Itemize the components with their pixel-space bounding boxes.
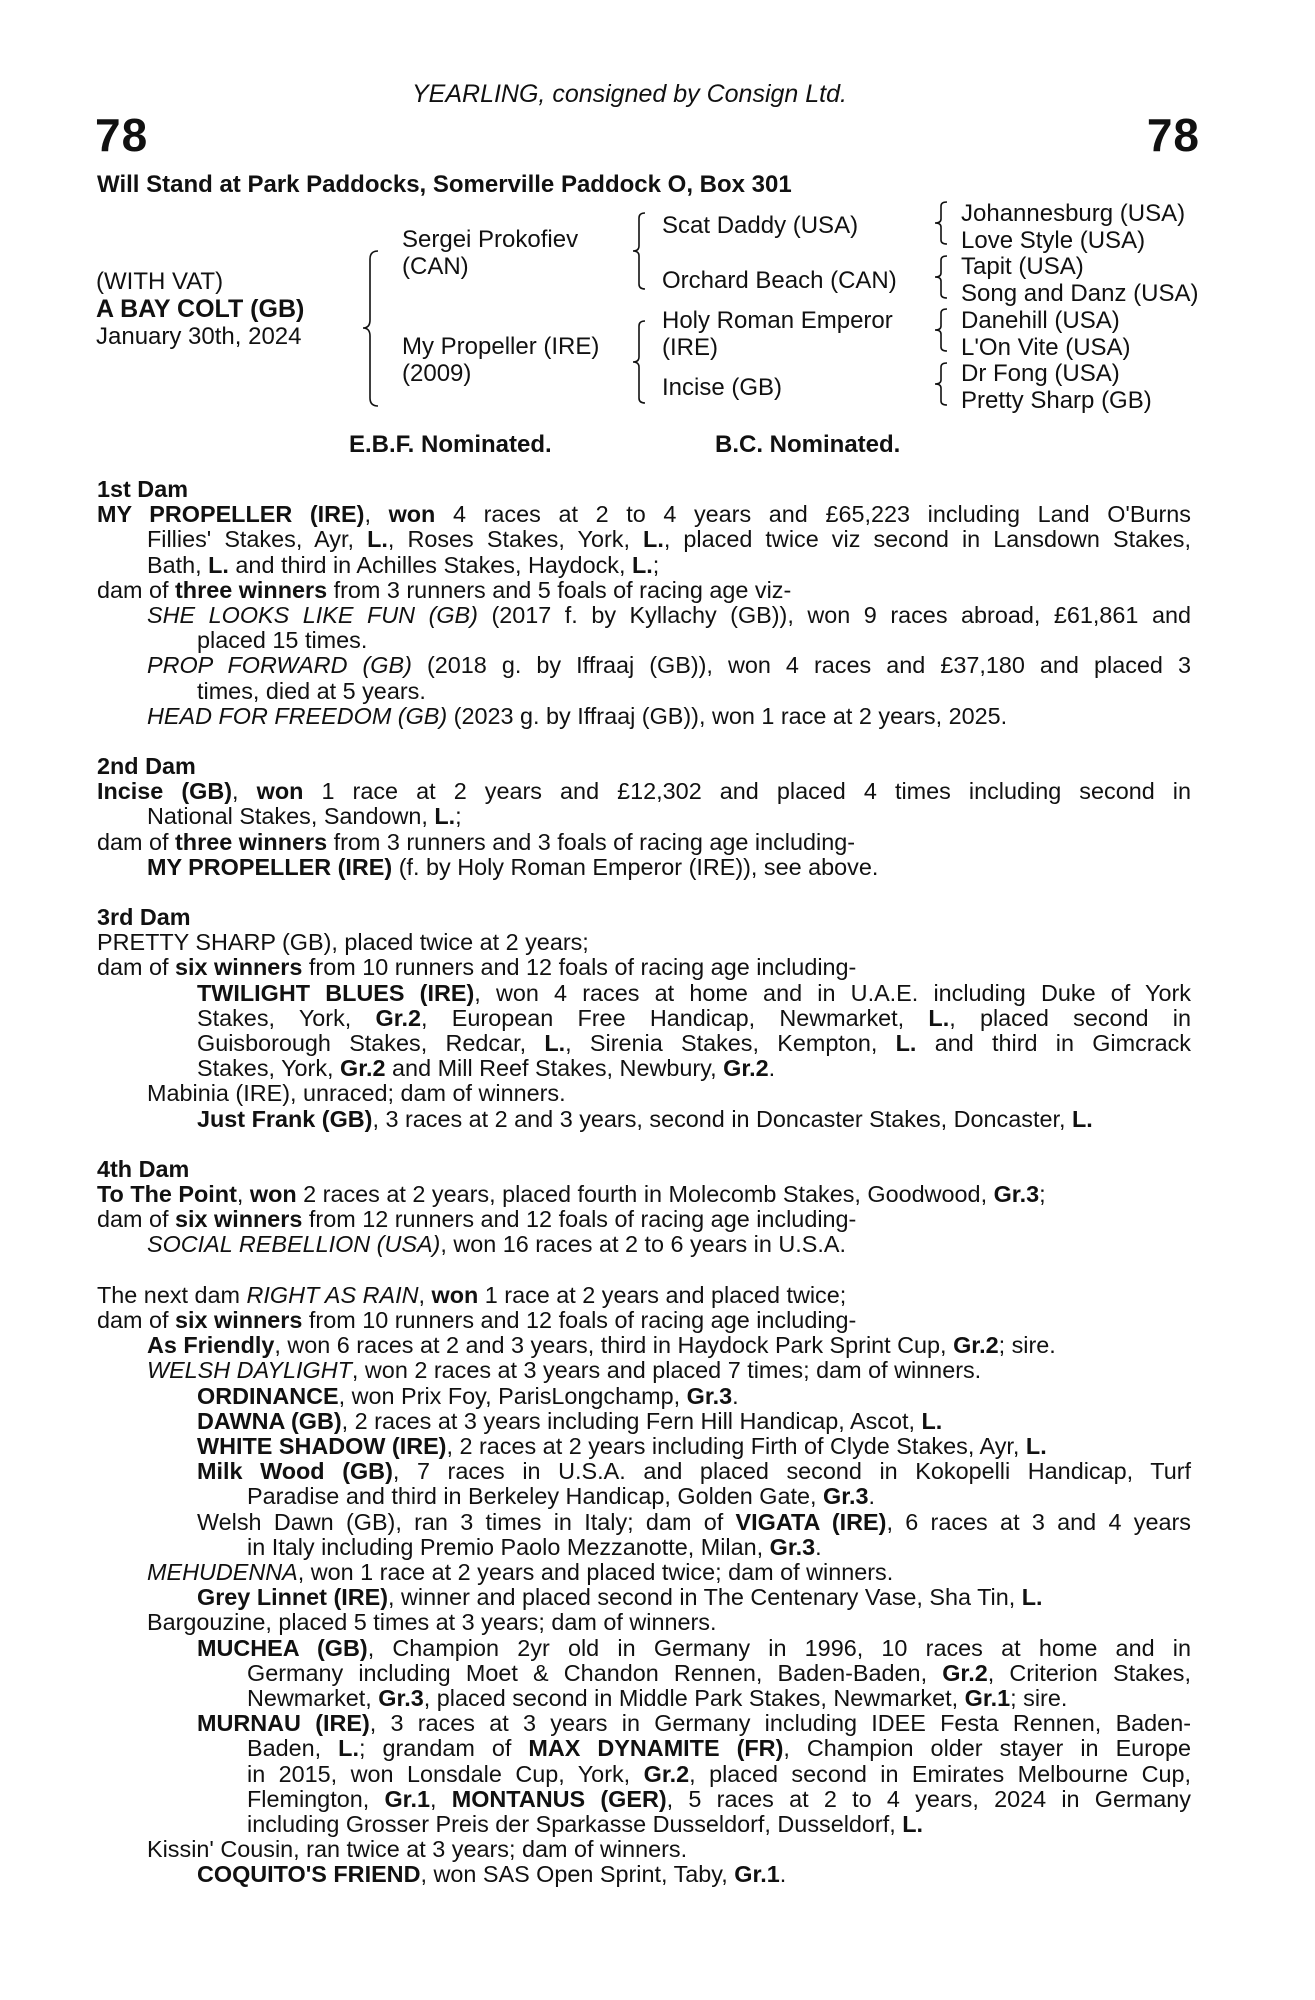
text-run: National Stakes, Sandown, xyxy=(147,803,435,830)
text-run: Bargouzine, placed 5 times at 3 years; dam of winners. xyxy=(147,1609,717,1636)
lot-number-left: 78 xyxy=(95,109,149,161)
text-run: , Roses Stakes, York, xyxy=(387,526,644,553)
text-run: and Mill Reef Stakes, Newbury, xyxy=(385,1055,724,1082)
pedigree-section xyxy=(97,905,1191,1132)
bc-nomination: B.C. Nominated. xyxy=(715,431,901,458)
text-run: Bath, xyxy=(147,551,209,578)
text-run: , xyxy=(232,778,257,805)
text-run: , won 16 races at 2 to 6 years in U.S.A. xyxy=(440,1231,846,1258)
text-run: and third in Achilles Stakes, Haydock, xyxy=(228,551,632,578)
text-run: 1 race at 2 years and placed twice; xyxy=(478,1281,847,1308)
catalogue-line xyxy=(97,1107,1191,1132)
bold-text: COQUITO'S FRIEND xyxy=(197,1861,421,1888)
text-run: Germany including Moet & Chandon Rennen, Baden-Baden, xyxy=(247,1659,943,1686)
catalogue-line xyxy=(97,553,1191,578)
catalogue-line xyxy=(97,1434,1191,1459)
catalogue-line xyxy=(97,1636,1191,1661)
pedigree-sire-sire: Scat Daddy (USA) xyxy=(662,212,859,239)
text-run: Kissin' Cousin, ran twice at 3 years; dam of winners. xyxy=(147,1836,688,1863)
text-run: Flemington, xyxy=(247,1785,385,1812)
pedigree-dam-dam: Incise (GB) xyxy=(662,374,783,401)
bold-text: L. xyxy=(434,803,456,830)
catalogue-body xyxy=(97,477,1191,1888)
bold-text: L. xyxy=(338,1735,359,1762)
text-run: , European Free Handicap, Newmarket, xyxy=(421,1004,929,1031)
pedigree-gen3-5: Danehill (USA) xyxy=(961,307,1120,334)
bold-text: To The Point xyxy=(97,1181,237,1208)
text-run: placed 15 times. xyxy=(197,627,368,654)
text-run: , 3 races at 2 and 3 years, second in Doncaster Stakes, Doncaster, xyxy=(372,1105,1072,1132)
text-run: , placed second in xyxy=(949,1004,1192,1031)
pedigree-gen3-3: Tapit (USA) xyxy=(961,253,1084,280)
pedigree-section xyxy=(97,477,1191,729)
text-run: ; xyxy=(1039,1181,1046,1208)
text-run: , 2 races at 3 years including Fern Hill Handicap, Ascot, xyxy=(341,1407,922,1434)
text-run: Stakes, York, xyxy=(197,1004,376,1031)
catalogue-line xyxy=(97,1711,1191,1736)
text-run: , won 2 races at 3 years and placed 7 times; dam of winners. xyxy=(351,1357,982,1384)
bold-text: L. xyxy=(928,1004,950,1031)
pedigree-gen3-8: Pretty Sharp (GB) xyxy=(961,387,1152,414)
catalogue-line xyxy=(97,1081,1191,1106)
catalogue-line xyxy=(97,679,1191,704)
text-run: ; grandam of xyxy=(358,1735,529,1762)
bold-text: won xyxy=(249,1181,297,1208)
text-run: , placed second in Middle Park Stakes, Newmarket, xyxy=(423,1684,965,1711)
bold-text: L. xyxy=(208,551,229,578)
section-gap xyxy=(97,880,1191,905)
text-run: , 6 races at 3 and 4 years xyxy=(886,1508,1191,1535)
text-run: . xyxy=(779,1861,787,1888)
bold-text: MONTANUS (GER) xyxy=(451,1785,667,1812)
catalogue-line xyxy=(97,1585,1191,1610)
section-heading: 1st Dam xyxy=(97,476,189,502)
pedigree-gen3-6: L'On Vite (USA) xyxy=(961,334,1131,361)
text-run: , xyxy=(418,1281,432,1308)
section-heading: 3rd Dam xyxy=(97,904,191,931)
bold-text: Gr.3 xyxy=(993,1181,1040,1208)
italic-text: HEAD FOR FREEDOM (GB) xyxy=(147,702,448,729)
pedigree-bracket-g3-3 xyxy=(932,307,952,353)
text-run: , xyxy=(236,1181,250,1208)
pedigree-section xyxy=(97,1157,1191,1258)
pedigree-bracket-dam xyxy=(630,320,650,404)
bold-text: ORDINANCE xyxy=(197,1382,339,1409)
bold-text: Gr.1 xyxy=(734,1861,780,1888)
bold-text: Gr.1 xyxy=(964,1684,1011,1711)
catalogue-line xyxy=(97,1686,1191,1711)
bold-text: L. xyxy=(1021,1584,1043,1611)
text-run: , placed twice viz second in Lansdown Stakes, xyxy=(663,526,1192,553)
catalogue-line xyxy=(97,578,1191,603)
section-heading: 2nd Dam xyxy=(97,753,196,780)
pedigree-bracket-sire xyxy=(630,212,650,290)
catalogue-line xyxy=(97,1535,1191,1560)
section-heading: 4th Dam xyxy=(97,1155,190,1182)
catalogue-line xyxy=(97,1736,1191,1761)
bold-text: As Friendly xyxy=(147,1332,275,1359)
italic-text: PROP FORWARD (GB) xyxy=(147,652,412,679)
pedigree-section xyxy=(97,754,1191,880)
text-run: ; sire. xyxy=(998,1332,1056,1359)
text-run: dam of xyxy=(97,828,176,855)
text-run: , Sirenia Stakes, Kempton, xyxy=(565,1030,896,1057)
catalogue-line xyxy=(97,1031,1191,1056)
catalogue-line xyxy=(97,1837,1191,1862)
catalogue-line xyxy=(97,981,1191,1006)
bold-text: L. xyxy=(902,1810,924,1837)
catalogue-line xyxy=(97,1762,1191,1787)
bold-text: Milk Wood (GB) xyxy=(197,1458,393,1485)
bold-text: MY PROPELLER (IRE) xyxy=(97,501,365,528)
catalogue-line xyxy=(97,1358,1191,1383)
catalogue-line xyxy=(97,502,1191,527)
italic-text: SOCIAL REBELLION (USA) xyxy=(147,1231,441,1258)
text-run: in Italy including Premio Paolo Mezzanotte, Milan, xyxy=(247,1533,770,1560)
catalogue-line xyxy=(97,704,1191,729)
bold-text: MUCHEA (GB) xyxy=(197,1634,368,1661)
catalogue-line xyxy=(97,1787,1191,1812)
foaling-date: January 30th, 2024 xyxy=(96,323,302,350)
catalogue-line xyxy=(97,1409,1191,1434)
text-run: times, died at 5 years. xyxy=(197,677,426,704)
bold-text: Gr.2 xyxy=(723,1055,769,1082)
text-run: , 5 races at 2 to 4 years, 2024 in Germany xyxy=(666,1785,1191,1812)
horse-name: A BAY COLT (GB) xyxy=(96,295,305,323)
pedigree-sire-dam: Orchard Beach (CAN) xyxy=(662,267,897,294)
bold-text: Gr.1 xyxy=(384,1785,430,1812)
stand-location: Will Stand at Park Paddocks, Somerville Paddock O, Box 301 xyxy=(97,171,792,198)
catalogue-line xyxy=(97,804,1191,829)
catalogue-line xyxy=(97,1182,1191,1207)
catalogue-line xyxy=(97,1207,1191,1232)
bold-text: Gr.2 xyxy=(643,1760,690,1787)
text-run: Paradise and third in Berkeley Handicap, Golden Gate, xyxy=(247,1483,824,1510)
text-run: Newmarket, xyxy=(247,1684,379,1711)
bold-text: Just Frank (GB) xyxy=(197,1105,373,1132)
text-run: Mabinia (IRE), unraced; dam of winners. xyxy=(147,1080,566,1107)
text-run: , won 1 race at 2 years and placed twice; dam of winners. xyxy=(297,1558,894,1585)
catalogue-line xyxy=(97,603,1191,628)
text-run: , won Prix Foy, ParisLongchamp, xyxy=(338,1382,687,1409)
catalogue-line xyxy=(97,1812,1191,1837)
text-run: , Champion older stayer in Europe xyxy=(783,1735,1192,1762)
text-run: The next dam xyxy=(97,1281,247,1308)
bold-text: L. xyxy=(895,1030,917,1057)
text-run: (2018 g. by Iffraaj (GB)), won 4 races and £37,180 and placed 3 xyxy=(411,652,1191,679)
bold-text: TWILIGHT BLUES (IRE) xyxy=(197,979,475,1006)
bold-text: Gr.2 xyxy=(375,1004,422,1031)
bold-text: L. xyxy=(921,1407,943,1434)
catalogue-line xyxy=(97,527,1191,552)
text-run: , 3 races at 3 years in Germany including IDEE Festa Rennen, Baden- xyxy=(369,1710,1191,1737)
catalogue-line xyxy=(97,1560,1191,1585)
bold-text: Gr.3 xyxy=(378,1684,424,1711)
italic-text: WELSH DAYLIGHT xyxy=(147,1357,352,1384)
text-run: , placed second in Emirates Melbourne Cup, xyxy=(689,1760,1191,1787)
pedigree-section xyxy=(97,1283,1191,1888)
text-run: Fillies' Stakes, Ayr, xyxy=(147,526,368,553)
catalogue-line xyxy=(97,1232,1191,1257)
text-run: ; xyxy=(455,803,462,830)
text-run: including Grosser Preis der Sparkasse Dusseldorf, Dusseldorf, xyxy=(247,1810,903,1837)
text-run: , 2 races at 2 years including Firth of Clyde Stakes, Ayr, xyxy=(446,1432,1026,1459)
bold-text: L. xyxy=(544,1030,566,1057)
catalogue-line xyxy=(97,1484,1191,1509)
vat-note: (WITH VAT) xyxy=(96,268,224,295)
consignment-header: YEARLING, consigned by Consign Ltd. xyxy=(412,80,847,108)
text-run: , won SAS Open Sprint, Taby, xyxy=(420,1861,735,1888)
bold-text: MY PROPELLER (IRE) xyxy=(147,853,393,880)
bold-text: L. xyxy=(1025,1432,1047,1459)
pedigree-bracket-g3-4 xyxy=(932,361,952,407)
bold-text: MURNAU (IRE) xyxy=(197,1710,370,1737)
text-run: . xyxy=(868,1483,876,1510)
text-run: , 7 races in U.S.A. and placed second in Kokopelli Handicap, Turf xyxy=(392,1458,1191,1485)
text-run: . xyxy=(815,1533,822,1560)
section-gap xyxy=(97,729,1191,754)
bold-text: won xyxy=(431,1281,479,1308)
pedigree-gen3-4: Song and Danz (USA) xyxy=(961,280,1199,307)
text-run: dam of xyxy=(97,1206,176,1233)
catalogue-line xyxy=(97,1308,1191,1333)
ebf-nomination: E.B.F. Nominated. xyxy=(349,431,552,458)
text-run: , Champion 2yr old in Germany in 1996, 10 races at home and in xyxy=(367,1634,1192,1661)
text-run: from 10 runners and 12 foals of racing age including- xyxy=(302,954,857,981)
text-run: PRETTY SHARP (GB), placed twice at 2 years; xyxy=(97,929,589,956)
text-run: Guisborough Stakes, Redcar, xyxy=(197,1030,545,1057)
section-gap xyxy=(97,1132,1191,1157)
catalogue-line xyxy=(97,955,1191,980)
bold-text: Gr.3 xyxy=(686,1382,733,1409)
text-run: from 10 runners and 12 foals of racing age including- xyxy=(302,1306,857,1333)
catalogue-line xyxy=(97,1056,1191,1081)
text-run: dam of xyxy=(97,576,176,603)
text-run: ; sire. xyxy=(1010,1684,1068,1711)
pedigree-gen3-1: Johannesburg (USA) xyxy=(961,200,1186,227)
catalogue-line xyxy=(97,1661,1191,1686)
bold-text: six winners xyxy=(175,1306,303,1333)
text-run: , won 6 races at 2 and 3 years, third in Haydock Park Sprint Cup, xyxy=(274,1332,954,1359)
bold-text: Gr.2 xyxy=(953,1332,999,1359)
section-gap xyxy=(97,1258,1191,1283)
bold-text: Incise (GB) xyxy=(97,778,233,805)
text-run: dam of xyxy=(97,954,176,981)
bold-text: L. xyxy=(1071,1105,1093,1132)
text-run: Stakes, York, xyxy=(197,1055,341,1082)
italic-text: SHE LOOKS LIKE FUN (GB) xyxy=(147,602,478,629)
bold-text: Gr.3 xyxy=(823,1483,869,1510)
text-run: . xyxy=(732,1382,739,1409)
italic-text: RIGHT AS RAIN xyxy=(246,1281,419,1308)
text-run: , xyxy=(429,1785,452,1812)
catalogue-line xyxy=(97,1283,1191,1308)
catalogue-line xyxy=(97,1459,1191,1484)
pedigree-gen3-2: Love Style (USA) xyxy=(961,227,1146,254)
text-run: 1 race at 2 years and £12,302 and placed 4 times including second in xyxy=(303,778,1191,805)
catalogue-line xyxy=(97,1510,1191,1535)
text-run: Baden, xyxy=(247,1735,339,1762)
bold-text: DAWNA (GB) xyxy=(197,1407,342,1434)
catalogue-line xyxy=(97,1862,1191,1887)
bold-text: VIGATA (IRE) xyxy=(735,1508,887,1535)
bold-text: three winners xyxy=(175,828,328,855)
italic-text: MEHUDENNA xyxy=(147,1558,298,1585)
text-run: , xyxy=(364,501,389,528)
bold-text: won xyxy=(256,778,304,805)
pedigree-dam-sire: Holy Roman Emperor (IRE) xyxy=(662,307,893,361)
catalogue-line xyxy=(97,653,1191,678)
catalogue-line xyxy=(97,628,1191,653)
pedigree-sire: Sergei Prokofiev (CAN) xyxy=(402,226,579,280)
lot-number-right: 78 xyxy=(1146,109,1200,161)
text-run: from 3 runners and 5 foals of racing age viz- xyxy=(327,576,792,603)
text-run: 2 races at 2 years, placed fourth in Molecomb Stakes, Goodwood, xyxy=(296,1181,994,1208)
text-run: (f. by Holy Roman Emperor (IRE)), see above. xyxy=(392,853,879,880)
text-run: from 12 runners and 12 foals of racing age including- xyxy=(302,1206,857,1233)
text-run: , Criterion Stakes, xyxy=(987,1659,1191,1686)
text-run: , won 4 races at home and in U.A.E. including Duke of York xyxy=(474,979,1192,1006)
text-run: (2023 g. by Iffraaj (GB)), won 1 race at 2 years, 2025. xyxy=(447,702,1008,729)
pedigree-gen3-7: Dr Fong (USA) xyxy=(961,360,1120,387)
bold-text: Gr.2 xyxy=(340,1055,386,1082)
catalogue-line xyxy=(97,855,1191,880)
bold-text: L. xyxy=(631,551,653,578)
text-run: Welsh Dawn (GB), ran 3 times in Italy; dam of xyxy=(197,1508,736,1535)
catalogue-line xyxy=(97,1610,1191,1635)
catalogue-line xyxy=(97,1333,1191,1358)
bold-text: MAX DYNAMITE (FR) xyxy=(528,1735,784,1762)
bold-text: won xyxy=(388,501,436,528)
text-run: and third in Gimcrack xyxy=(916,1030,1191,1057)
catalogue-line xyxy=(97,1006,1191,1031)
catalogue-line xyxy=(97,779,1191,804)
catalogue-line xyxy=(97,1384,1191,1409)
bold-text: Gr.3 xyxy=(769,1533,816,1560)
pedigree-dam: My Propeller (IRE) (2009) xyxy=(402,333,600,387)
pedigree-bracket-g3-2 xyxy=(932,254,952,300)
bold-text: six winners xyxy=(175,954,303,981)
pedigree-bracket-g3-1 xyxy=(932,200,952,246)
text-run: (2017 f. by Kyllachy (GB)), won 9 races abroad, £61,861 and xyxy=(477,602,1191,629)
bold-text: six winners xyxy=(175,1206,303,1233)
text-run: , winner and placed second in The Centenary Vase, Sha Tin, xyxy=(388,1584,1022,1611)
bold-text: L. xyxy=(367,526,388,553)
bold-text: WHITE SHADOW (IRE) xyxy=(197,1432,447,1459)
text-run: from 3 runners and 3 foals of racing age including- xyxy=(327,828,855,855)
bold-text: L. xyxy=(643,526,664,553)
text-run: 4 races at 2 to 4 years and £65,223 including Land O'Burns xyxy=(435,501,1191,528)
text-run: ; xyxy=(652,551,660,578)
catalogue-line xyxy=(97,830,1191,855)
text-run: dam of xyxy=(97,1306,176,1333)
catalogue-line xyxy=(97,930,1191,955)
pedigree-bracket-gen1 xyxy=(360,250,384,408)
text-run: . xyxy=(768,1055,776,1082)
bold-text: Grey Linnet (IRE) xyxy=(197,1584,389,1611)
bold-text: Gr.2 xyxy=(942,1659,988,1686)
text-run: in 2015, won Lonsdale Cup, York, xyxy=(247,1760,644,1787)
bold-text: three winners xyxy=(175,576,328,603)
